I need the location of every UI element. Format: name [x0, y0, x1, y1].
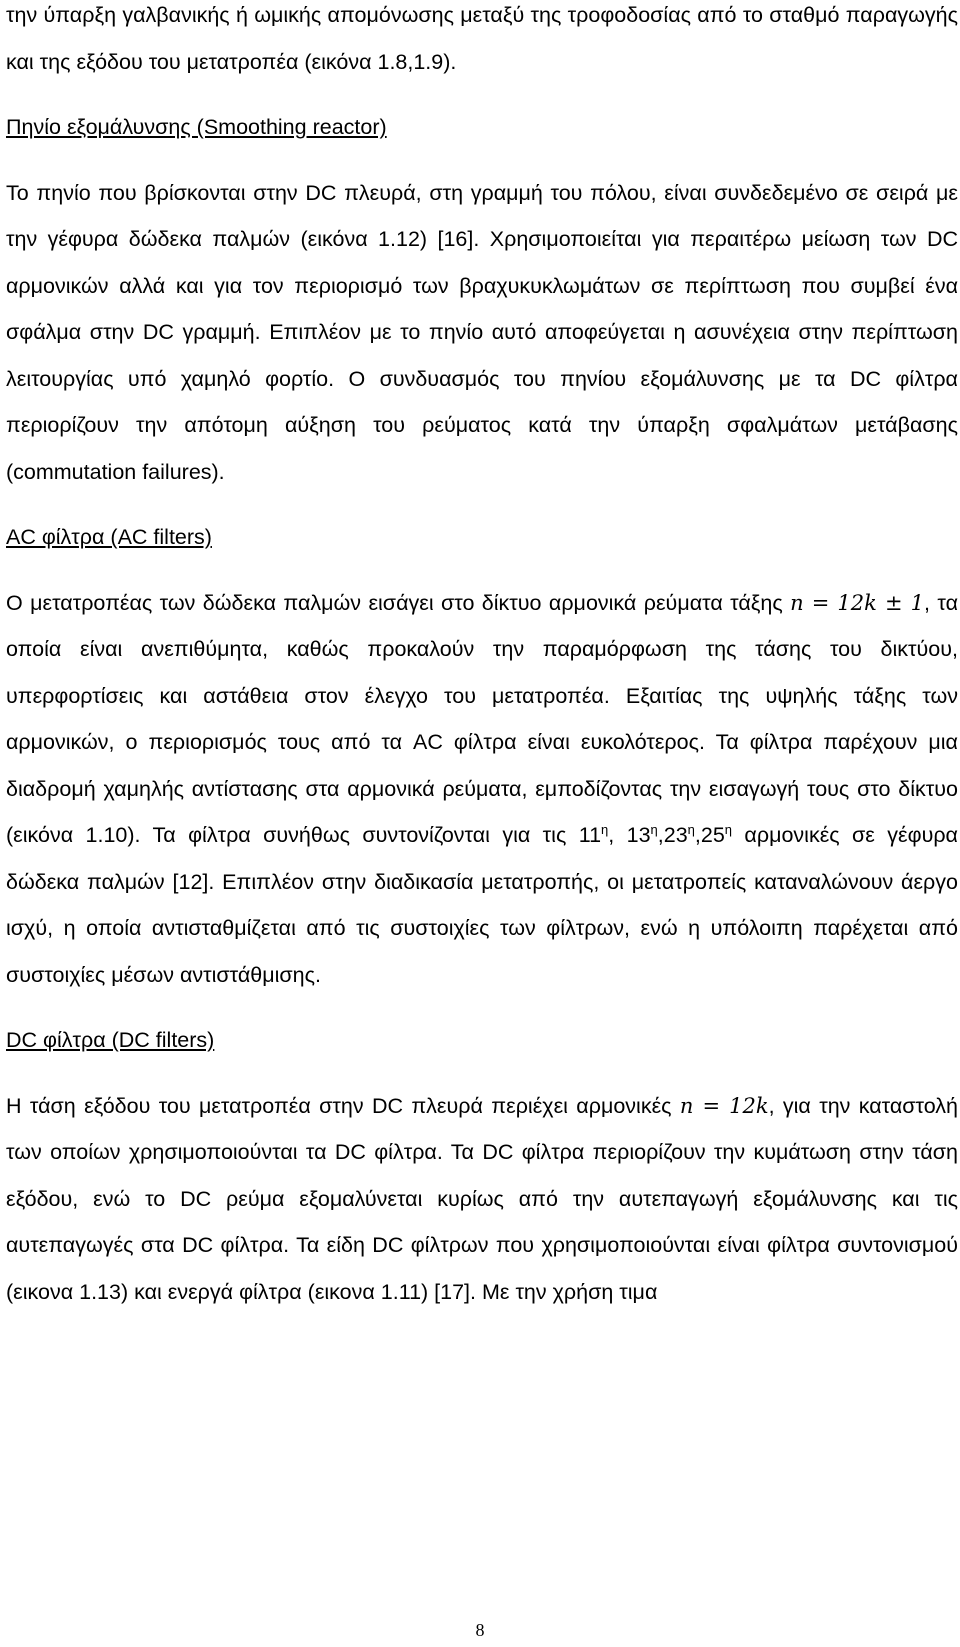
dc-harmonic-formula: n = 12k	[679, 1093, 769, 1118]
ac-text-3: , 13	[608, 823, 651, 847]
page-number: 8	[475, 1620, 485, 1640]
dc-text-2: , για την καταστολή των οποίων χρησιμοποιούνται τα DC φίλτρα. Τα DC φίλτρα περιορίζουν την κυμάτωση στην τάση εξόδου, ενώ το DC ρεύμα εξομαλύνεται κυρίως από την αυτεπαγωγή εξομάλυνσης και τις αυτεπαγωγές στα DC φίλτρα. Τα είδη DC φίλτρων που χρησιμοποιούνται είναι φίλτρα συντονισμού (εικονα 1.13) και ενεργά φίλτρα (εικονα 1.11) [17]. Με την χρήση τιμα	[6, 1093, 958, 1304]
section-heading-dc-filters: DC φίλτρα (DC filters)	[6, 1028, 215, 1052]
continued-paragraph: την ύπαρξη γαλβανικής ή ωμικής απομόνωσης μεταξύ της τροφοδοσίας από το σταθμό παραγωγής και της εξόδου του μετατροπέα (εικόνα 1.8,1.9).	[6, 3, 958, 74]
ac-harmonic-formula: n = 12k ± 1	[790, 590, 925, 615]
smoothing-reactor-paragraph: Το πηνίο που βρίσκονται στην DC πλευρά, στη γραμμή του πόλου, είναι συνδεδεμένο σε σειρά με την γέφυρα δώδεκα παλμών (εικόνα 1.12) [16]. Χρησιμοποιείται για περαιτέρω μείωση των DC αρμονικών αλλά και για τον περιορισμό των βραχυκυκλωμάτων σε περίπτωση που συμβεί ένα σφάλμα στην DC γραμμή. Επιπλέον με το πηνίο αυτό αποφεύγεται η ασυνέχεια στην περίπτωση λειτουργίας υπό χαμηλό φορτίο. Ο συνδυασμός του πηνίου εξομάλυνσης με τα DC φίλτρα περιορίζουν την απότομη αύξηση του ρεύματος κατά την ύπαρξη σφαλμάτων μετάβασης (commutation failures).	[6, 180, 958, 484]
ordinal-superscript: η	[687, 821, 695, 837]
dc-text-1: Η τάση εξόδου του μετατροπέα στην DC πλευρά περιέχει αρμονικές	[6, 1093, 680, 1118]
ac-text-1: Ο μετατροπέας των δώδεκα παλμών εισάγει στο δίκτυο αρμονικά ρεύματα τάξης	[6, 590, 791, 615]
ac-text-5: ,25	[694, 823, 725, 847]
ac-filters-paragraph	[6, 580, 958, 999]
ac-text-4: ,23	[657, 823, 688, 847]
ordinal-superscript: η	[650, 821, 658, 837]
ordinal-superscript: η	[601, 821, 609, 837]
ac-text-6: αρμονικές σε γέφυρα δώδεκα παλμών [12]. Επιπλέον στην διαδικασία μετατροπής, οι μετατροπείς καταναλώνουν άεργο ισχύ, η οποία αντισταθμίζεται από τις συστοιχίες των φίλτρων, ενώ η υπόλοιπη παρέχεται από συστοιχίες μέσων αντιστάθμισης.	[6, 823, 958, 987]
section-heading-ac-filters: AC φίλτρα (AC filters)	[6, 525, 212, 549]
document-page	[6, 0, 958, 1315]
dc-filters-paragraph	[6, 1083, 958, 1316]
ordinal-superscript: η	[724, 821, 733, 837]
ac-text-2: , τα οποία είναι ανεπιθύμητα, καθώς προκαλούν την παραμόρφωση της τάσης του δικτύου, υπερφορτίσεις και αστάθεια στον έλεγχο του μετατροπέα. Εξαιτίας της υψηλής τάξης των αρμονικών, ο περιορισμός τους από τα AC φίλτρα είναι ευκολότερος. Τα φίλτρα παρέχουν μια διαδρομή χαμηλής αντίστασης στα αρμονικά ρεύματα, εμποδίζοντας την εισαγωγή τους στο δίκτυο (εικόνα 1.10). Τα φίλτρα συνήθως συντονίζονται για τις 11	[6, 590, 958, 847]
section-heading-smoothing-reactor: Πηνίο εξομάλυνσης (Smoothing reactor)	[6, 115, 387, 139]
